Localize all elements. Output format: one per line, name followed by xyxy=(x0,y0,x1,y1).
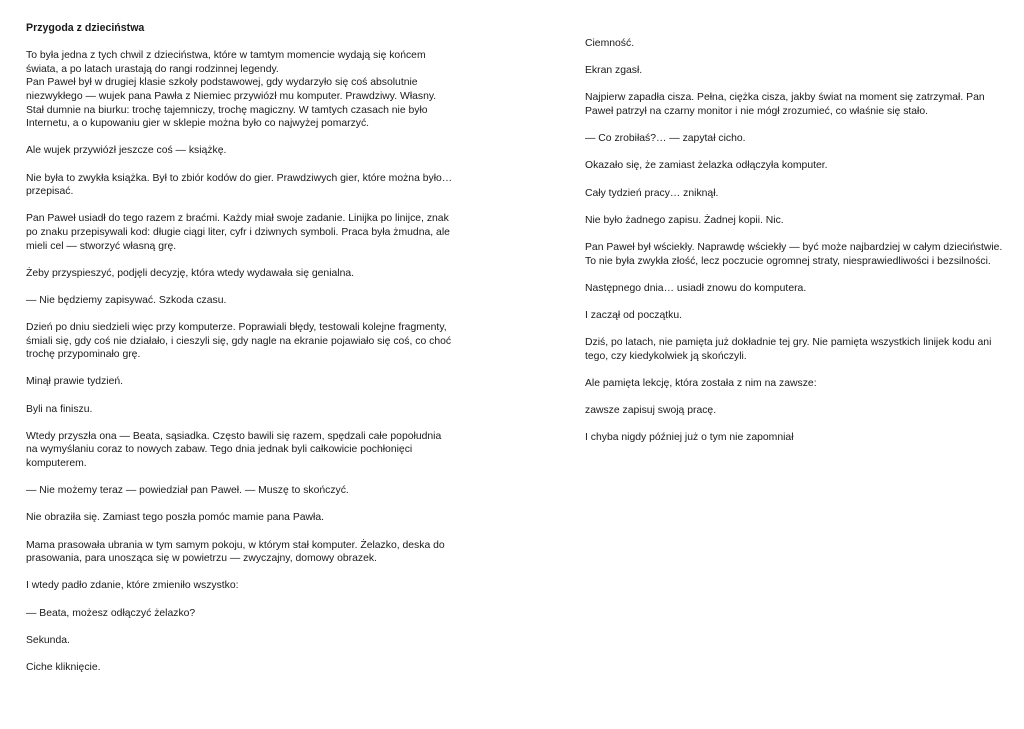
paragraph xyxy=(585,64,1005,78)
paragraph xyxy=(585,37,1005,51)
paragraph xyxy=(26,212,466,253)
text-line: — Co zrobiłaś?… — zapytał cicho. xyxy=(585,133,746,145)
left-column-body xyxy=(26,49,466,674)
left-column xyxy=(26,22,466,688)
paragraph xyxy=(585,282,1005,296)
text-line: I zaczął od początku. xyxy=(585,309,683,321)
paragraph xyxy=(26,430,466,471)
text-line: Cały tydzień pracy… zniknął. xyxy=(585,187,719,199)
paragraph xyxy=(26,321,466,362)
text-line: Pan Paweł był wściekły. Naprawdę wściekły — być może najbardziej w całym dzieciństwie. xyxy=(585,241,1003,253)
text-line: Dzień po dniu siedzieli więc przy komputerze. Poprawiali błędy, testowali kolejne fragmenty, xyxy=(26,322,447,334)
paragraph xyxy=(26,403,466,417)
text-line: trochę przypominało grę. xyxy=(26,349,141,361)
text-line: prasowania, para unosząca się w powietrzu — zwyczajny, domowy obrazek. xyxy=(26,553,377,565)
paragraph xyxy=(585,431,1005,445)
text-line: — Beata, możesz odłączyć żelazko? xyxy=(26,607,196,619)
paragraph xyxy=(585,214,1005,228)
right-column-body xyxy=(585,37,1005,445)
paragraph xyxy=(26,267,466,281)
paragraph xyxy=(26,579,466,593)
text-line: Żeby przyspieszyć, podjęli decyzję, która wtedy wydawała się genialna. xyxy=(26,267,355,279)
paragraph xyxy=(585,404,1005,418)
text-line: Ciche kliknięcie. xyxy=(26,661,101,673)
document-title: Przygoda z dzieciństwa xyxy=(26,22,145,34)
text-line: — Nie będziemy zapisywać. Szkoda czasu. xyxy=(26,294,227,306)
text-line: Ale pamięta lekcję, która została z nim na zawsze: xyxy=(585,377,817,389)
text-line: Następnego dnia… usiadł znowu do komputera. xyxy=(585,282,807,294)
text-line: Ale wujek przywiózł jeszcze coś — książkę. xyxy=(26,145,227,157)
text-line: świata, a po latach urastają do rangi rodzinnej legendy. xyxy=(26,63,279,75)
text-line: zawsze zapisuj swoją pracę. xyxy=(585,405,717,417)
text-line: — Nie możemy teraz — powiedział pan Paweł. — Muszę to skończyć. xyxy=(26,485,349,497)
paragraph xyxy=(585,91,1005,118)
text-line: Okazało się, że zamiast żelazka odłączyła komputer. xyxy=(585,160,828,172)
paragraph xyxy=(585,377,1005,391)
text-line: I wtedy padło zdanie, które zmieniło wszystko: xyxy=(26,580,239,592)
text-line: Nie obraziła się. Zamiast tego poszła pomóc mamie pana Pawła. xyxy=(26,512,325,524)
paragraph xyxy=(26,375,466,389)
text-line: Wtedy przyszła ona — Beata, sąsiadka. Często bawili się razem, spędzali całe popołudnia xyxy=(26,430,442,442)
text-line: po znaku przepisywali kod: długie ciągi liter, cyfr i dziwnych symboli. Praca była żmudna, ale xyxy=(26,226,450,238)
paragraph xyxy=(26,607,466,621)
text-line: Najpierw zapadła cisza. Pełna, ciężka cisza, jakby świat na moment się zatrzymał. Pan xyxy=(585,92,985,104)
text-line: To nie była zwykła złość, lecz poczucie ogromnej straty, niesprawiedliwości i bezsilności. xyxy=(585,255,991,267)
text-line: Nie było żadnego zapisu. Żadnej kopii. Nic. xyxy=(585,214,784,226)
text-line: Byli na finiszu. xyxy=(26,403,93,415)
paragraph xyxy=(585,187,1005,201)
paragraph xyxy=(585,132,1005,146)
text-line: Nie była to zwykła książka. Był to zbiór kodów do gier. Prawdziwych gier, które można było… xyxy=(26,172,453,184)
paragraph xyxy=(26,144,466,158)
text-line: To była jedna z tych chwil z dzieciństwa, które w tamtym momencie wydają się końcem xyxy=(26,50,426,62)
paragraph xyxy=(26,634,466,648)
text-line: Paweł patrzył na czarny monitor i nie mógł zrozumieć, co właśnie się stało. xyxy=(585,105,929,117)
paragraph xyxy=(26,294,466,308)
text-line: Dziś, po latach, nie pamięta już dokładnie tej gry. Nie pamięta wszystkich linijek kodu ani xyxy=(585,337,992,349)
text-line: Pan Paweł był w drugiej klasie szkoły podstawowej, gdy wydarzyło się coś absolutnie xyxy=(26,77,418,89)
paragraph xyxy=(585,159,1005,173)
right-column xyxy=(585,37,1005,458)
paragraph xyxy=(585,241,1005,268)
text-line: I chyba nigdy później już o tym nie zapomniał xyxy=(585,432,794,444)
text-line: mieli cel — stworzyć własną grę. xyxy=(26,240,177,252)
text-line: Minął prawie tydzień. xyxy=(26,376,124,388)
text-line: na wymyślaniu coraz to nowych zabaw. Tego dnia jednak byli całkowicie pochłonięci xyxy=(26,444,413,456)
text-line: Sekunda. xyxy=(26,634,70,646)
text-line: Internetu, a o kupowaniu gier w sklepie można było co najwyżej pomarzyć. xyxy=(26,118,370,130)
paragraph xyxy=(26,511,466,525)
text-line: tego, czy kiedykolwiek ją skończyli. xyxy=(585,350,747,362)
text-line: komputerem. xyxy=(26,458,87,469)
text-line: Stał dumnie na biurku: trochę tajemniczy, trochę magiczny. W tamtych czasach nie było xyxy=(26,104,428,116)
text-line: Mama prasowała ubrania w tym samym pokoju, w którym stał komputer. Żelazko, deska do xyxy=(26,539,445,551)
text-line: Ekran zgasł. xyxy=(585,65,643,77)
text-line: Ciemność. xyxy=(585,38,635,49)
text-line: przepisać. xyxy=(26,186,74,198)
text-line: niezwykłego — wujek pana Pawła z Niemiec przywiózł mu komputer. Prawdziwy. Własny. xyxy=(26,90,437,102)
paragraph xyxy=(26,49,466,131)
text-line: śmiali się, gdy coś nie działało, i cieszyli się, gdy nagle na ekranie pojawiało się coś, co choć xyxy=(26,335,452,347)
paragraph xyxy=(26,172,466,199)
paragraph xyxy=(26,484,466,498)
text-line: Pan Paweł usiadł do tego razem z braćmi. Każdy miał swoje zadanie. Linijka po linijce, znak xyxy=(26,213,449,225)
paragraph xyxy=(585,336,1005,363)
paragraph xyxy=(26,661,466,675)
paragraph xyxy=(585,309,1005,323)
paragraph xyxy=(26,539,466,566)
